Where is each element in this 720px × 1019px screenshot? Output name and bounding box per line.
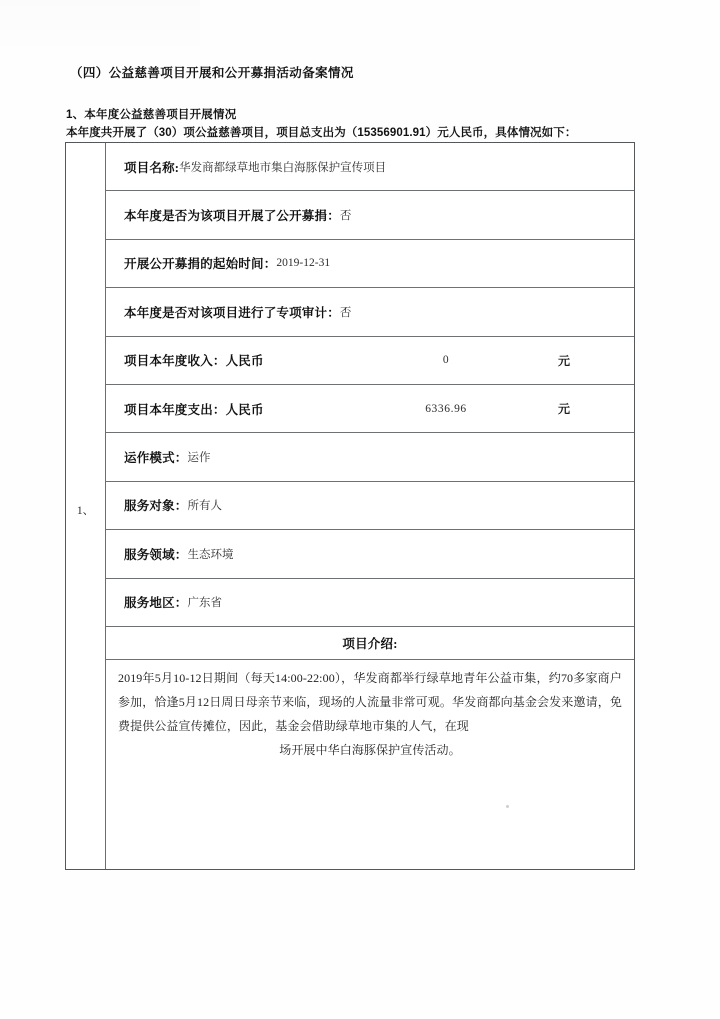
project-intro-paragraph <box>118 666 622 762</box>
table-inner <box>66 143 634 869</box>
field-label-service-field: 服务领域： <box>124 547 188 562</box>
scan-noise-artifact <box>0 0 200 60</box>
project-intro-main-text: 2019年5月10-12日期间（每天14:00-22:00），华发商都举行绿草地青年公益市集，约70多家商户参加，恰逢5月12日周日母亲节来临，现场的人流量非常可观。华发商都向基金会发来邀请，免费提供公益宣传摊位，因此，基金会借助绿草地市集的人气，在现 <box>118 670 622 733</box>
scan-speck-artifact <box>506 805 509 808</box>
field-unit-annual-income: 元 <box>558 353 571 368</box>
field-value-special-audit: 否 <box>339 306 352 319</box>
project-intro-last-line: 场开展中华白海豚保护宣传活动。 <box>279 742 461 757</box>
table-row <box>106 433 634 481</box>
field-unit-annual-expense: 元 <box>558 402 571 417</box>
field-value-public-fundraising: 否 <box>339 210 352 223</box>
field-value-project-name: 华发商都绿草地市集白海豚保护宣传项目 <box>179 161 387 174</box>
field-value-annual-expense-amount: 6336.96 <box>425 402 467 415</box>
field-value-service-region: 广东省 <box>187 597 223 610</box>
table-row <box>106 385 634 433</box>
table-row <box>106 143 634 191</box>
field-label-annual-expense: 项目本年度支出：人民币 <box>124 402 264 417</box>
field-value-annual-income-amount: 0 <box>442 354 450 367</box>
table-row <box>106 482 634 530</box>
table-row <box>106 240 634 288</box>
table-row <box>106 191 634 239</box>
project-detail-table <box>65 142 635 870</box>
field-label-operation-mode: 运作模式： <box>124 451 188 466</box>
table-row <box>106 530 634 578</box>
project-intro-body <box>106 660 634 869</box>
table-index-column <box>66 143 106 869</box>
project-intro-header-row <box>106 627 634 660</box>
table-rows-column <box>106 143 634 869</box>
table-row <box>106 288 634 336</box>
field-label-service-target: 服务对象： <box>124 499 188 514</box>
row-index-label: 1、 <box>76 505 95 517</box>
field-label-project-name: 项目名称: <box>124 160 180 175</box>
table-row <box>106 579 634 627</box>
field-value-fundraising-start-date: 2019-12-31 <box>276 257 331 270</box>
field-label-public-fundraising: 本年度是否为该项目开展了公开募捐： <box>124 209 340 224</box>
page-title: （四）公益慈善项目开展和公开募捐活动备案情况 <box>70 66 354 80</box>
field-label-fundraising-start-date: 开展公开募捐的起始时间： <box>124 257 277 272</box>
field-label-service-region: 服务地区： <box>124 596 188 611</box>
project-intro-header-label: 项目介绍: <box>342 636 398 651</box>
field-value-service-target: 所有人 <box>187 500 223 513</box>
field-label-special-audit: 本年度是否对该项目进行了专项审计： <box>124 305 340 320</box>
subsection-heading: 1、本年度公益慈善项目开展情况 <box>66 109 237 121</box>
field-label-annual-income: 项目本年度收入：人民币 <box>124 354 264 369</box>
table-row <box>106 337 634 385</box>
field-value-service-field: 生态环境 <box>187 548 234 561</box>
summary-statement: 本年度共开展了（30）项公益慈善项目，项目总支出为（15356901.91）元人民币，具体情况如下： <box>66 127 577 139</box>
field-value-operation-mode: 运作 <box>187 452 211 465</box>
